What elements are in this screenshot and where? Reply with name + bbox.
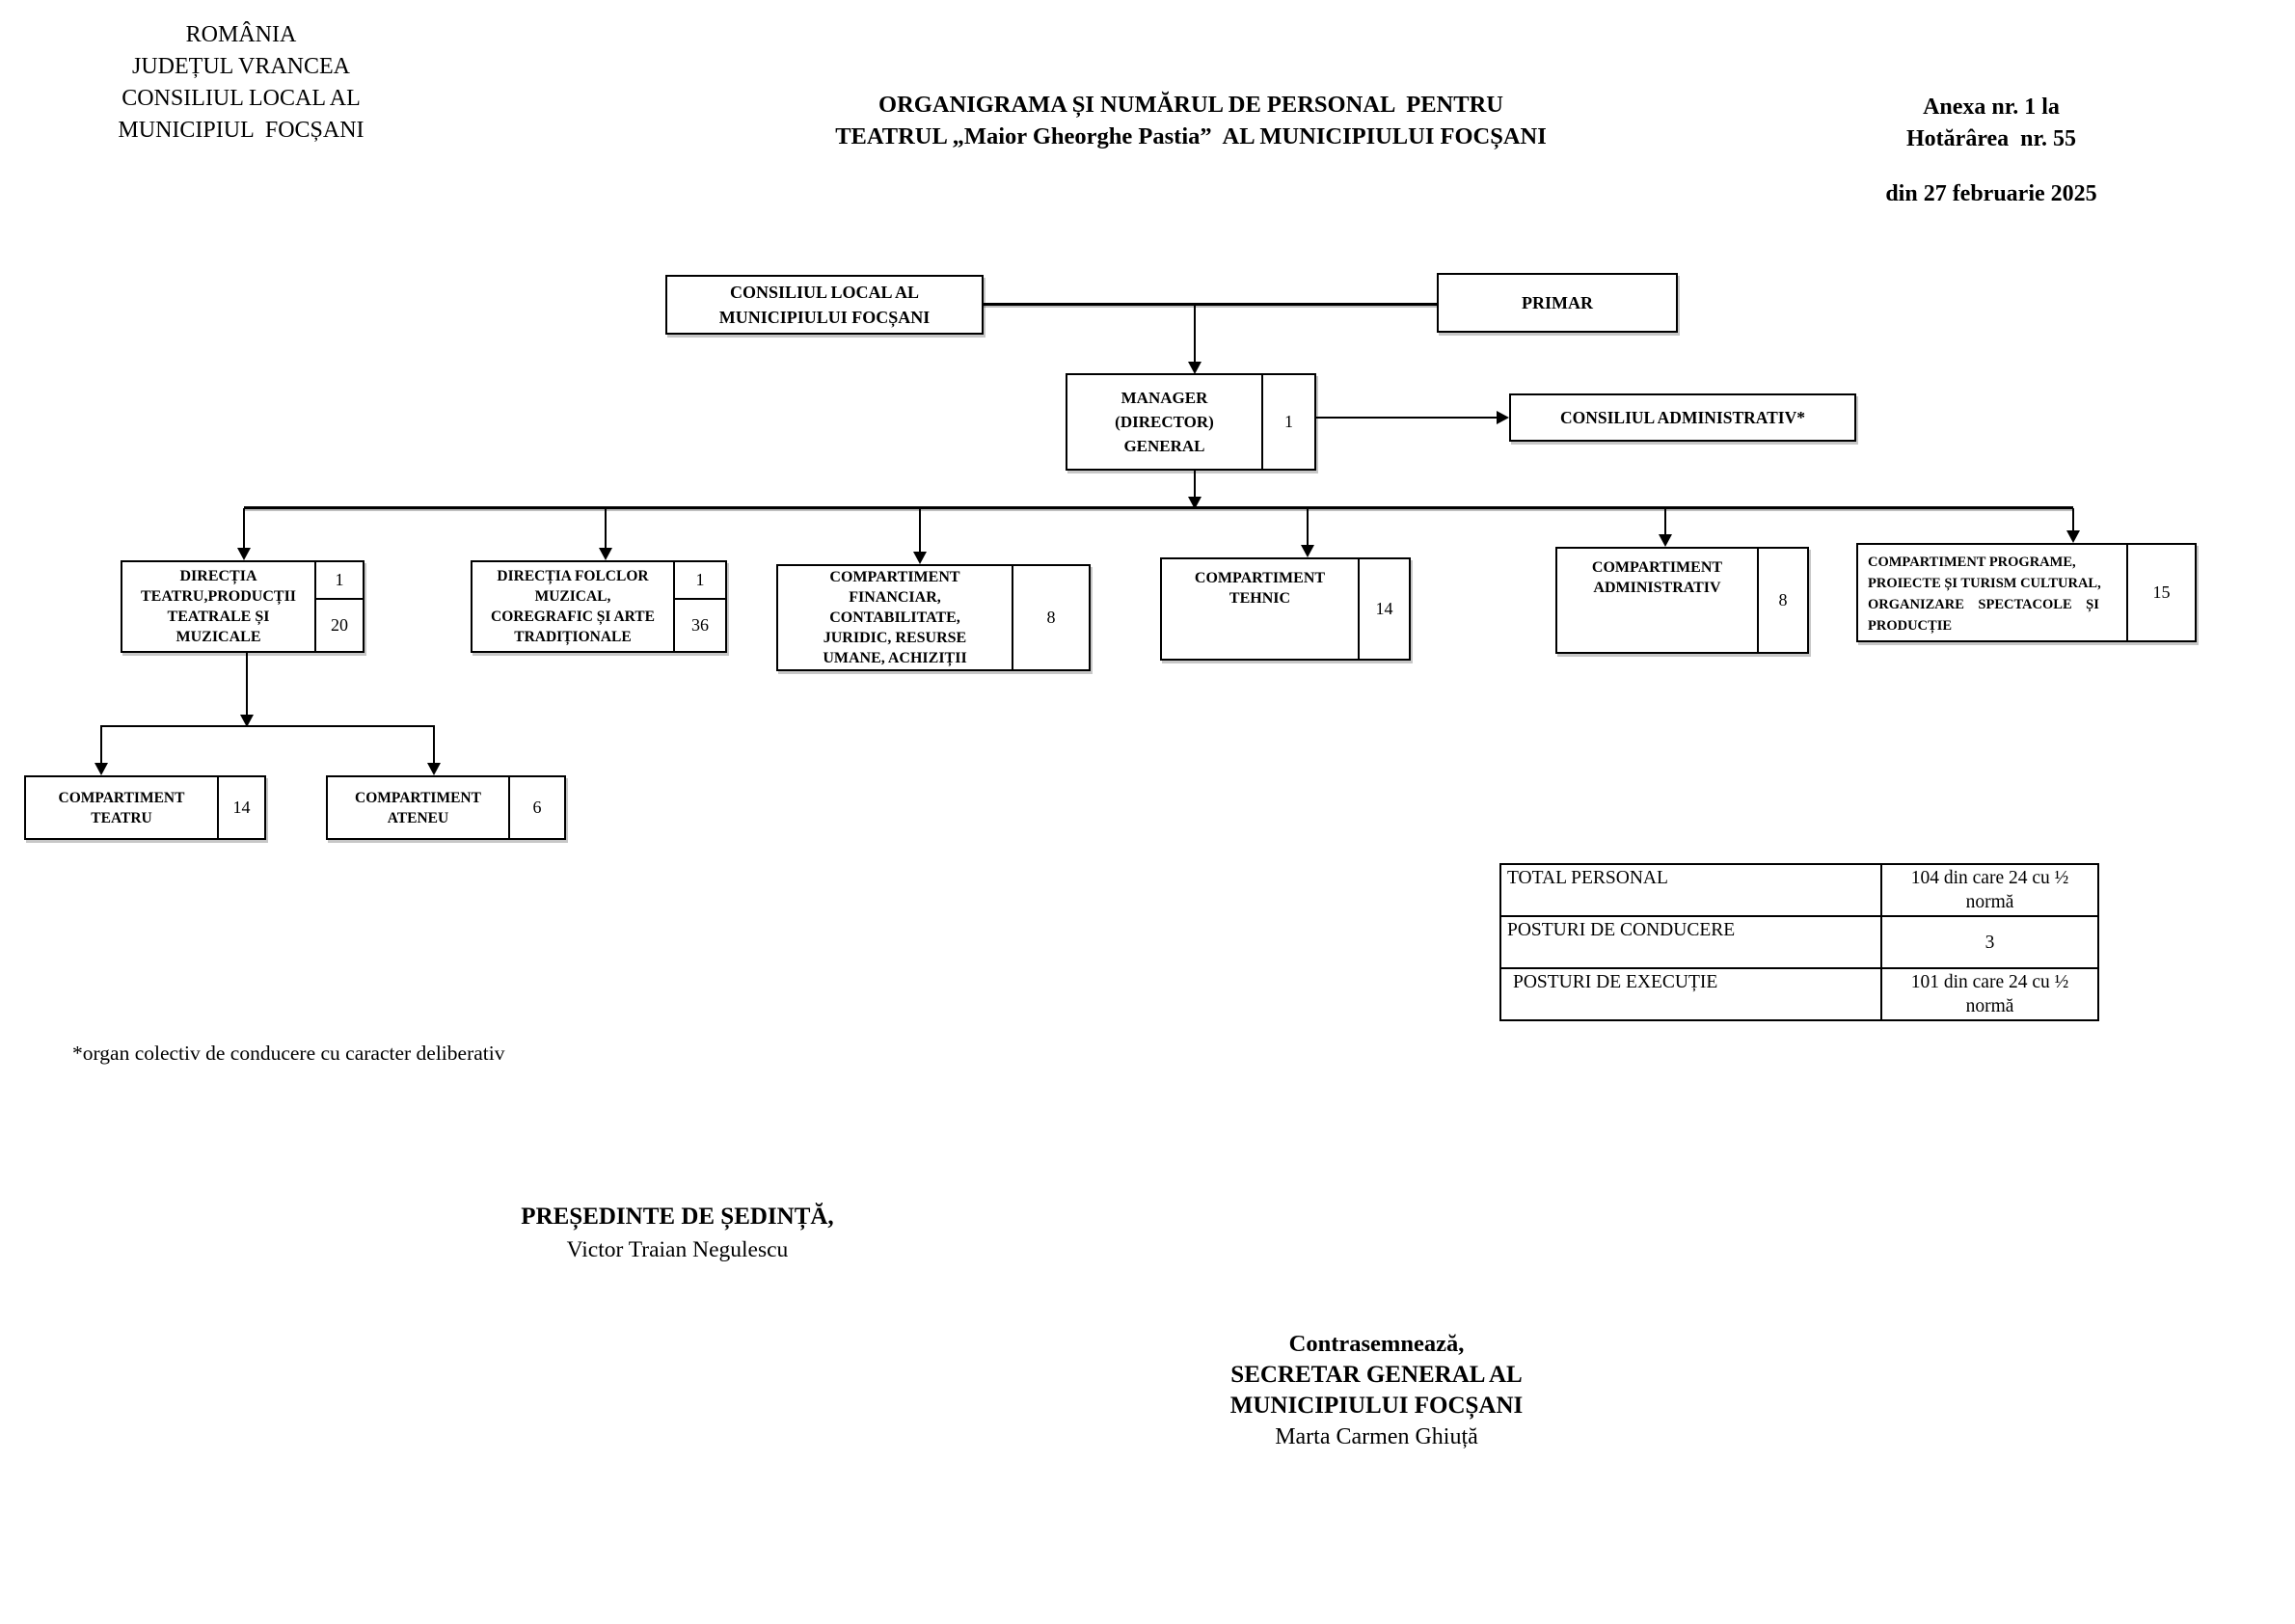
president-title: PREȘEDINTE DE ȘEDINȚĂ,	[521, 1204, 834, 1230]
summary-table	[1499, 863, 2099, 1021]
countersign-name: Marta Carmen Ghiuță	[1275, 1424, 1478, 1449]
president-name: Victor Traian Negulescu	[566, 1237, 789, 1262]
summary-label: TOTAL PERSONAL	[1500, 864, 1881, 916]
admin-council-label: CONSILIUL ADMINISTRATIV*	[1560, 407, 1805, 427]
connector-line	[1307, 508, 1309, 546]
dept-box-administrativ	[1555, 547, 1809, 654]
dept-box-directia-teatru	[121, 560, 364, 653]
dept-label: COMPARTIMENT FINANCIAR, CONTABILITATE, JURIDIC, RESURSE UMANE, ACHIZIȚII	[823, 569, 967, 666]
arrow-down-icon	[427, 763, 441, 775]
dept-count-staff: 36	[691, 615, 709, 635]
connector-line	[1316, 417, 1498, 419]
connector-line	[1194, 471, 1196, 498]
summary-value: 101 din care 24 cu ½ normă	[1881, 968, 2098, 1020]
manager-box	[1066, 373, 1316, 471]
arrow-down-icon	[1301, 545, 1314, 557]
arrow-down-icon	[913, 552, 927, 564]
annex-date: din 27 februarie 2025	[1885, 181, 2097, 206]
primar-label: PRIMAR	[1522, 292, 1593, 312]
footnote: *organ colectiv de conducere cu caracter deliberativ	[72, 1042, 505, 1065]
table-row	[1500, 916, 2098, 968]
dept-count-management: 1	[675, 562, 725, 600]
dept-box-tehnic	[1160, 557, 1411, 661]
connector-line	[2072, 508, 2074, 531]
dept-label: DIRECȚIA FOLCLOR MUZICAL, COREGRAFIC ȘI ARTE TRADIȚIONALE	[491, 568, 655, 645]
subdept-count: 14	[217, 777, 264, 838]
document-title: ORGANIGRAMA ȘI NUMĂRUL DE PERSONAL PENTRU TEATRUL „Maior Gheorghe Pastia” AL MUNICIPIULUI FOCȘANI	[835, 92, 1547, 149]
countersign-block	[1186, 1329, 1567, 1452]
connector-line	[605, 508, 607, 549]
subdept-box-ateneu	[326, 775, 566, 840]
manager-count: 1	[1261, 375, 1314, 469]
arrow-right-icon	[1497, 411, 1509, 424]
subdept-label: COMPARTIMENT TEATRU	[58, 789, 185, 826]
council-local-box	[665, 275, 984, 335]
connector-line	[919, 508, 921, 553]
summary-label: POSTURI DE CONDUCERE	[1500, 916, 1881, 968]
president-signature-block	[463, 1204, 892, 1263]
connector-line	[1664, 508, 1666, 535]
connector-line	[100, 727, 102, 764]
subdept-count: 6	[508, 777, 564, 838]
dept-count-management: 1	[316, 562, 363, 600]
table-row	[1500, 864, 2098, 916]
dept-label: COMPARTIMENT PROGRAME, PROIECTE ȘI TURISM CULTURAL, ORGANIZARE SPECTACOLE ȘI PRODUCȚIE	[1868, 555, 2101, 634]
connector-line	[433, 727, 435, 764]
connector-line	[243, 508, 245, 549]
arrow-down-icon	[1659, 534, 1672, 547]
summary-value: 3	[1881, 916, 2098, 968]
connector-line	[982, 303, 1437, 306]
connector-line	[244, 506, 2073, 509]
dept-count: 14	[1358, 559, 1409, 659]
connector-line	[1194, 305, 1196, 362]
countersign-line3: MUNICIPIULUI FOCȘANI	[1229, 1393, 1524, 1419]
dept-count: 8	[1012, 566, 1089, 669]
dept-count-column	[673, 562, 725, 651]
dept-box-directia-folclor	[471, 560, 727, 653]
dept-label: DIRECȚIA TEATRU,PRODUCȚII TEATRALE ȘI MUZICALE	[140, 568, 297, 645]
admin-council-box	[1509, 393, 1856, 442]
connector-line	[100, 725, 435, 727]
dept-count-column	[314, 562, 363, 651]
table-row	[1500, 968, 2098, 1020]
arrow-down-icon	[94, 763, 108, 775]
dept-count-staff: 20	[331, 615, 348, 635]
primar-box	[1437, 273, 1678, 333]
dept-count: 15	[2126, 545, 2195, 640]
subdept-label: COMPARTIMENT ATENEU	[355, 789, 481, 826]
annex-reference: Anexa nr. 1 la Hotărârea nr. 55	[1906, 95, 2076, 151]
summary-label: POSTURI DE EXECUȚIE	[1500, 968, 1881, 1020]
arrow-down-icon	[237, 548, 251, 560]
council-local-label: CONSILIUL LOCAL AL MUNICIPIULUI FOCȘANI	[718, 283, 931, 327]
dept-box-programe	[1856, 543, 2197, 642]
letterhead: ROMÂNIA JUDEȚUL VRANCEA CONSILIUL LOCAL AL MUNICIPIUL FOCȘANI	[118, 22, 364, 143]
arrow-down-icon	[599, 548, 612, 560]
countersign-heading: Contrasemnează,	[1288, 1331, 1465, 1357]
dept-label: COMPARTIMENT TEHNIC	[1194, 570, 1326, 607]
connector-line	[246, 653, 248, 716]
countersign-line2: SECRETAR GENERAL AL	[1230, 1362, 1523, 1388]
subdept-box-teatru	[24, 775, 266, 840]
summary-value: 104 din care 24 cu ½ normă	[1881, 864, 2098, 916]
dept-label: COMPARTIMENT ADMINISTRATIV	[1591, 559, 1723, 596]
dept-count: 8	[1757, 549, 1807, 652]
arrow-down-icon	[2066, 530, 2080, 543]
dept-box-financiar	[776, 564, 1091, 671]
manager-label: MANAGER (DIRECTOR) GENERAL	[1115, 389, 1214, 455]
